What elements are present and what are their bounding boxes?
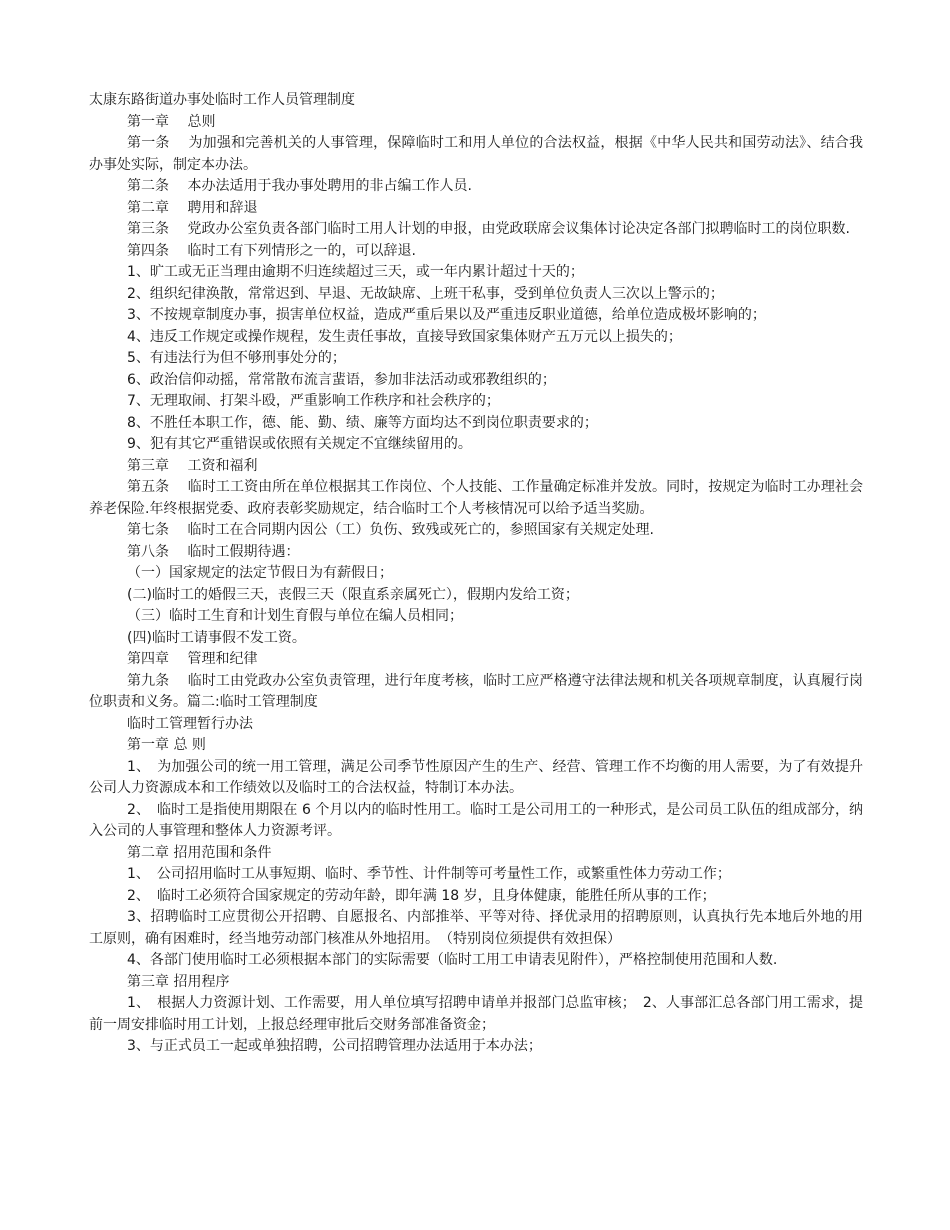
document-title: 太康东路街道办事处临时工作人员管理制度 [89, 92, 355, 108]
paragraph: 第七条 临时工在合同期内因公（工）负伤、致残或死亡的，参照国家有关规定处理. [127, 522, 654, 538]
paragraph: 3、不按规章制度办事，损害单位权益，造成严重后果以及严重违反职业道德，给单位造成极坏影响的； [127, 307, 766, 323]
paragraph: （三）临时工生育和计划生育假与单位在编人员相同； [127, 608, 463, 624]
paragraph: 2、组织纪律涣散，常常迟到、早退、无故缺席、上班干私事，受到单位负责人三次以上警示的； [127, 285, 724, 302]
paragraph: 4、各部门使用临时工必须根据本部门的实际需要（临时工用工申请表见附件），严格控制使用范围和人数. [127, 952, 778, 968]
paragraph: 3、招聘临时工应贯彻公开招聘、自愿报名、内部推举、平等对待、择优录用的招聘原则，认真执行先本地后外地的用工原则，确有困难时，经当地劳动部门核准从外地招用。 （特别岗位须提供有效担保） [89, 909, 863, 947]
paragraph: 第四条 临时工有下列情形之一的，可以辞退. [127, 242, 416, 259]
paragraph: 7、无理取闹、打架斗殴，严重影响工作秩序和社会秩序的； [127, 393, 500, 409]
paragraph: 9、犯有其它严重错误或依照有关规定不宜继续留用的。 [127, 436, 472, 452]
paragraph: (二)临时工的婚假三天，丧假三天（限直系亲属死亡），假期内发给工资； [127, 586, 579, 603]
paragraph: 第二章 聘用和辞退 [127, 199, 258, 216]
paragraph: 第八条 临时工假期待遇： [127, 543, 300, 560]
paragraph: 1、 为加强公司的统一用工管理，满足公司季节性原因产生的生产、经营、管理工作不均衡的用人需要，为了有效提升公司人力资源成本和工作绩效以及临时工的合法权益，特制订本办法。 [89, 758, 863, 796]
paragraph: 1、 公司招用临时工从事短期、临时、季节性、计件制等可考量性工作，或繁重性体力劳动工作； [127, 866, 731, 882]
paragraph: 第一章 总 则 [127, 737, 206, 753]
paragraph: (四)临时工请事假不发工资。 [127, 629, 306, 646]
paragraph: 1、旷工或无正当理由逾期不归连续超过三天，或一年内累计超过十天的； [127, 264, 584, 280]
paragraph: 第一章 总则 [127, 113, 216, 130]
paragraph: 第五条 临时工工资由所在单位根据其工作岗位、个人技能、工作量确定标准并发放。同时，按规定为临时工办理社会养老保险.年终根据党委、政府表彰奖励规定，结合临时工个人考核情况可以给予适当奖励。 [89, 479, 863, 517]
paragraph: 第二章 招用范围和条件 [127, 844, 272, 861]
paragraph: 第九条 临时工由党政办公室负责管理，进行年度考核，临时工应严格遵守法律法规和机关各项规章制度，认真履行岗位职责和义务。篇二:临时工管理制度 [89, 672, 863, 710]
paragraph: 第三章 招用程序 [127, 973, 230, 990]
paragraph: 6、政治信仰动摇，常常散布流言蜚语，参加非法活动或邪教组织的； [127, 371, 556, 388]
paragraph: （一）国家规定的法定节假日为有薪假日； [127, 565, 393, 581]
paragraph: 8、不胜任本职工作，德、能、勤、绩、廉等方面均达不到岗位职责要求的； [127, 414, 598, 431]
paragraph: 2、 临时工必须符合国家规定的劳动年龄，即年满 18 岁，且身体健康，能胜任所从事的工作； [127, 887, 716, 904]
document-body [89, 90, 863, 1058]
paragraph: 第一条 为加强和完善机关的人事管理，保障临时工和用人单位的合法权益，根据《中华人民共和国劳动法》、结合我办事处实际，制定本办法。 [89, 135, 863, 173]
paragraph: 第三章 工资和福利 [127, 457, 258, 474]
paragraph: 第三条 党政办公室负责各部门临时工用人计划的申报，由党政联席会议集体讨论决定各部门拟聘临时工的岗位职数. [127, 221, 850, 237]
paragraph: 1、 根据人力资源计划、工作需要，用人单位填写招聘申请单并报部门总监审核； 2、人事部汇总各部门用工需求，提前一周安排临时用工计划，上报总经理审批后交财务部准备资金； [89, 995, 863, 1033]
paragraph: 临时工管理暂行办法 [127, 715, 253, 732]
paragraph: 第四章 管理和纪律 [127, 651, 258, 667]
paragraph: 3、与正式员工一起或单独招聘，公司招聘管理办法适用于本办法； [127, 1038, 542, 1054]
paragraph: 2、 临时工是指使用期限在 6 个月以内的临时性用工。临时工是公司用工的一种形式，是公司员工队伍的组成部分，纳入公司的人事管理和整体人力资源考评。 [89, 801, 863, 839]
paragraph: 5、有违法行为但不够刑事处分的； [127, 350, 346, 366]
paragraph: 第二条 本办法适用于我办事处聘用的非占编工作人员. [127, 178, 472, 194]
paragraph: 4、违反工作规定或操作规程，发生责任事故，直接导致国家集体财产五万元以上损失的； [127, 328, 682, 345]
